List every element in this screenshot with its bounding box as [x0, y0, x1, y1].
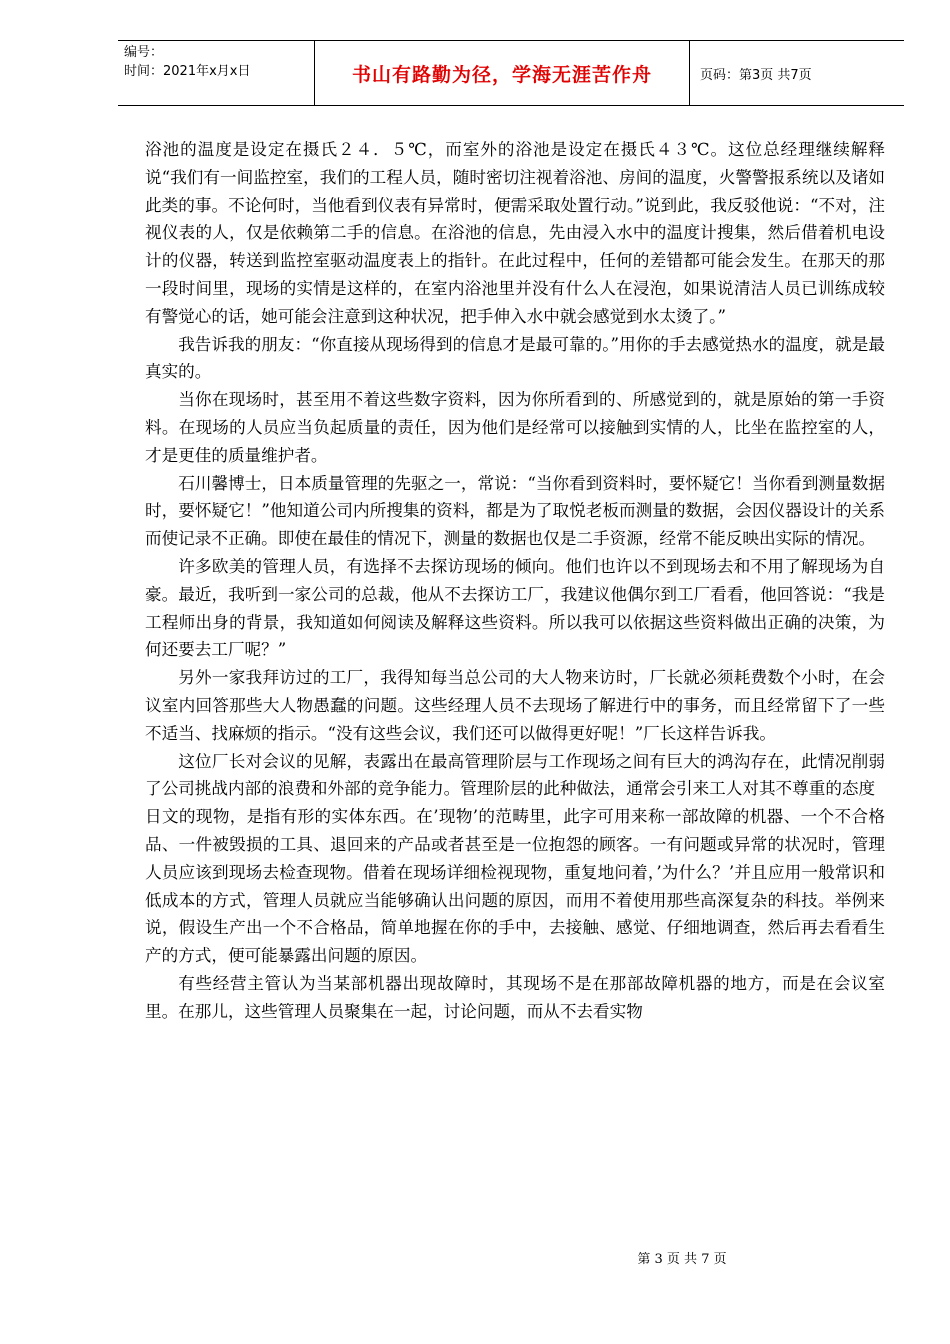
- time-label: 时间：2021年x月x日: [124, 64, 251, 79]
- paragraph: 我告诉我的朋友：“你直接从现场得到的信息才是最可靠的。”用你的手去感觉热水的温度，就是最真实的。: [145, 334, 885, 382]
- paragraph: 许多欧美的管理人员，有选择不去探访现场的倾向。他们也许以不到现场去和不用了解现场为自豪。最近，我听到一家公司的总裁，他从不去探访工厂，我建议他偶尔到工厂看看，他回答说：“我是工程师出身的背景，我知道如何阅读及解释这些资料。所以我可以依据这些资料做出正确的决策，为何还要去工厂呢？”: [145, 556, 885, 660]
- page-header: [118, 40, 904, 106]
- header-motto-cell: [314, 41, 690, 105]
- paragraph: 石川馨博士，日本质量管理的先驱之一，常说：“当你看到资料时，要怀疑它！当你看到测量数据时，要怀疑它！”他知道公司内所搜集的资料，都是为了取悦老板而测量的数据，会因仪器设计的关系而使记录不正确。即使在最佳的情况下，测量的数据也仅是二手资源，经常不能反映出实际的情况。: [145, 473, 885, 549]
- paragraph: 另外一家我拜访过的工厂，我得知每当总公司的大人物来访时，厂长就必须耗费数个小时，在会议室内回答那些大人物愚蠢的问题。这些经理人员不去现场了解进行中的事务，而且经常留下了一些不适当、找麻烦的指示。“没有这些会议，我们还可以做得更好呢！”厂长这样告诉我。: [145, 668, 885, 743]
- header-page-info: 页码：第3页 共7页: [700, 67, 812, 83]
- header-motto: 书山有路勤为径，学海无涯苦作舟: [351, 63, 652, 86]
- header-meta: [118, 41, 314, 105]
- document-body: [145, 136, 885, 1026]
- paragraph: 有些经营主管认为当某部机器出现故障时，其现场不是在那部故障机器的地方，而是在会议室里。在那儿，这些管理人员聚集在一起，讨论问题，而从不去看实物: [145, 973, 885, 1021]
- paragraph: 日文的现物，是指有形的实体东西。在’现物’的范畴里，此字可用来称一部故障的机器、一个不合格品、一件被毁损的工具、退回来的产品或者甚至是一位抱怨的顾客。一有问题或异常的状况时，管理人员应该到现场去检查现物。借着在现场详细检视现物，重复地问着，’为什么？’并且应用一般常识和低成本的方式，管理人员就应当能够确认出问题的原因，而用不着使用那些高深复杂的科技。举例来说，假设生产出一个不合格品，简单地握在你的手中，去接触、感觉、仔细地调查，然后再去看看生产的方式，便可能暴露出问题的原因。: [145, 807, 885, 966]
- paragraph: 这位厂长对会议的见解，表露出在最高管理阶层与工作现场之间有巨大的鸿沟存在，此情况削弱了公司挑战内部的浪费和外部的竞争能力。管理阶层的此种做法，通常会引来工人对其不尊重的态度: [145, 751, 885, 799]
- page-footer: 第 3 页 共 7 页: [637, 1252, 727, 1267]
- paragraph: 当你在现场时，甚至用不着这些数字资料，因为你所看到的、所感觉到的，就是原始的第一手资料。在现场的人员应当负起质量的责任，因为他们是经常可以接触到实情的人，比坐在监控室的人，才是更佳的质量维护者。: [145, 390, 885, 465]
- paragraph: 浴池的温度是设定在摄氏２４．５℃，而室外的浴池是设定在摄氏４３℃。这位总经理继续解释说“我们有一间监控室，我们的工程人员，随时密切注视着浴池、房间的温度，火警警报系统以及诸如此类的事。不论何时，当他看到仪表有异常时，便需采取处置行动。”说到此，我反驳他说：“不对，注视仪表的人，仅是依赖第二手的信息。在浴池的信息，先由浸入水中的温度计搜集，然后借着机电设计的仪器，转送到监控室驱动温度表上的指针。在此过程中，任何的差错都可能会发生。在那天的那一段时间里，现场的实情是这样的，在室内浴池里并没有什么人在浸泡，如果说清洁人员已训练成较有警觉心的话，她可能会注意到这种状况，把手伸入水中就会感觉到水太烫了。”: [145, 140, 885, 326]
- number-label: 编号：: [124, 45, 164, 60]
